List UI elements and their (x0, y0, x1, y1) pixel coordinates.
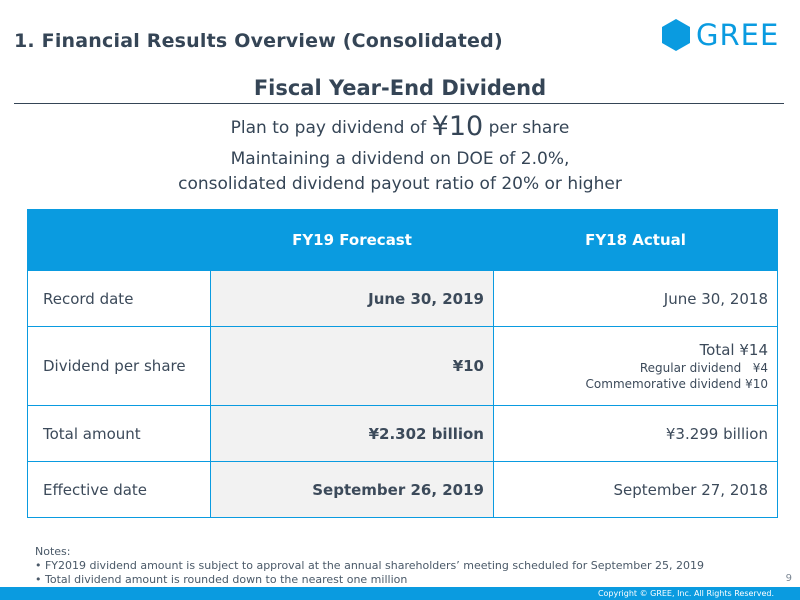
header-fy19-forecast: FY19 Forecast (211, 210, 494, 271)
logo-text: GREE (696, 18, 780, 52)
title-divider (14, 103, 784, 104)
row-label-dividend-per-share: Dividend per share (28, 327, 211, 406)
copyright-text: Copyright © GREE, Inc. All Rights Reserved. (597, 589, 774, 598)
gree-logo (660, 18, 782, 52)
footer-bar (0, 587, 800, 600)
header-fy18-actual: FY18 Actual (494, 210, 778, 271)
dividend-table (27, 209, 778, 518)
intro-prefix: Plan to pay dividend of (230, 118, 432, 138)
page-number: 9 (785, 573, 792, 584)
actual-total-dividend: Total ¥14 (699, 341, 768, 359)
note-item: • FY2019 dividend amount is subject to approval at the annual shareholders’ meeting scheduled for September 25, 2019 (35, 559, 705, 572)
actual-commemorative-dividend: Commemorative dividend ¥10 (585, 377, 768, 391)
note-item: • Total dividend amount is rounded down to the nearest one million (35, 573, 408, 586)
row-label-effective-date: Effective date (28, 462, 211, 518)
actual-effective-date: September 27, 2018 (494, 462, 778, 518)
notes-heading: Notes: (35, 545, 71, 558)
row-label-record-date: Record date (28, 271, 211, 327)
intro-suffix: per share (483, 118, 570, 138)
forecast-dividend-per-share: ¥10 (211, 327, 494, 406)
forecast-record-date: June 30, 2019 (211, 271, 494, 327)
actual-regular-dividend: Regular dividend ¥4 (639, 361, 768, 375)
actual-total-amount: ¥3.299 billion (494, 406, 778, 462)
row-label-total-amount: Total amount (28, 406, 211, 462)
forecast-effective-date: September 26, 2019 (211, 462, 494, 518)
hexagon-logo-icon (660, 18, 692, 52)
table-row (28, 406, 778, 462)
slide-title: Fiscal Year-End Dividend (253, 76, 547, 100)
forecast-total-amount: ¥2.302 billion (211, 406, 494, 462)
header-empty-cell (28, 210, 211, 271)
table-row (28, 462, 778, 518)
actual-dividend-per-share (494, 327, 778, 406)
table-row (28, 327, 778, 406)
intro-line-3: consolidated dividend payout ratio of 20% or higher (178, 174, 622, 194)
intro-amount: ¥10 (431, 111, 484, 142)
intro-line-1 (0, 111, 800, 142)
actual-record-date: June 30, 2018 (494, 271, 778, 327)
table-row (28, 271, 778, 327)
section-title: 1. Financial Results Overview (Consolidated) (14, 30, 503, 52)
intro-line-2: Maintaining a dividend on DOE of 2.0%, (230, 149, 570, 169)
table-header-row (28, 210, 778, 271)
notes (35, 545, 704, 587)
